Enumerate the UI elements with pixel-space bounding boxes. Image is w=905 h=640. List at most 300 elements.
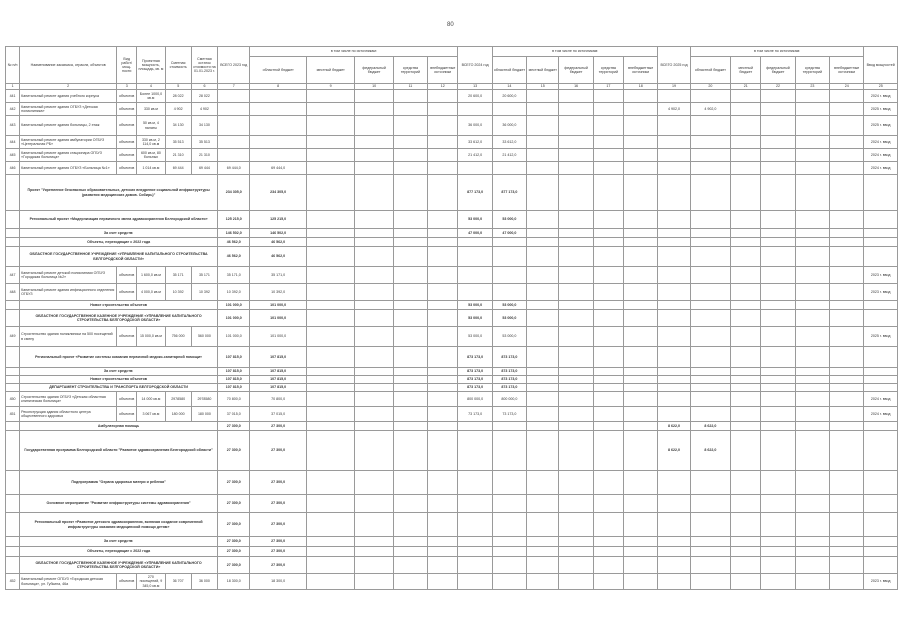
empty-cell bbox=[393, 211, 427, 229]
work-type: объектов bbox=[117, 574, 137, 590]
total-2024 bbox=[458, 557, 492, 574]
empty-cell bbox=[624, 90, 658, 103]
empty-cell bbox=[355, 513, 393, 537]
empty-cell bbox=[306, 116, 354, 136]
empty-cell bbox=[830, 574, 864, 590]
regional-2023: 27 300,0 bbox=[250, 471, 307, 495]
work-type: объектов bbox=[117, 407, 137, 422]
total-2024: 873 173,0 bbox=[458, 376, 492, 384]
empty-cell bbox=[593, 547, 623, 557]
regional-2023 bbox=[250, 90, 307, 103]
regional-2023: 46 562,0 bbox=[250, 238, 307, 247]
row-number: 449 bbox=[6, 327, 20, 347]
empty-cell bbox=[593, 162, 623, 175]
cost: 28 022 bbox=[165, 90, 191, 103]
total-2025 bbox=[658, 116, 690, 136]
empty-cell bbox=[428, 574, 458, 590]
regional-2023: 70 800,0 bbox=[250, 392, 307, 407]
empty-cell bbox=[795, 229, 829, 238]
remaining: 28 022 bbox=[191, 90, 217, 103]
row-number: 452 bbox=[6, 574, 20, 590]
regional-2023: 27 300,0 bbox=[250, 422, 307, 431]
empty-cell bbox=[593, 136, 623, 149]
regional-2023: 107 815,0 bbox=[250, 368, 307, 376]
investment-table bbox=[5, 46, 898, 590]
empty-cell bbox=[593, 407, 623, 422]
empty-cell bbox=[306, 557, 354, 574]
remaining: 560 000 bbox=[191, 327, 217, 347]
empty-cell bbox=[393, 136, 427, 149]
empty-cell bbox=[355, 136, 393, 149]
empty-cell bbox=[731, 574, 761, 590]
empty-cell bbox=[830, 537, 864, 547]
empty-cell bbox=[624, 310, 658, 327]
regional-2023: 35 171,0 bbox=[250, 267, 307, 284]
total-2024 bbox=[458, 495, 492, 513]
empty-cell bbox=[830, 471, 864, 495]
empty-cell bbox=[306, 347, 354, 368]
capacity: 14 000 кв.м bbox=[137, 392, 165, 407]
empty-cell bbox=[593, 471, 623, 495]
section-row bbox=[6, 422, 898, 431]
empty-cell bbox=[355, 90, 393, 103]
empty-cell bbox=[559, 90, 593, 103]
empty-cell bbox=[731, 431, 761, 471]
empty-cell bbox=[428, 471, 458, 495]
empty-cell bbox=[624, 229, 658, 238]
empty-cell bbox=[393, 103, 427, 116]
src-federal-2023: федеральный бюджет bbox=[355, 57, 393, 84]
remaining: 69 444 bbox=[191, 162, 217, 175]
empty-cell bbox=[830, 284, 864, 301]
empty-cell bbox=[731, 162, 761, 175]
empty-cell bbox=[761, 229, 795, 238]
empty-cell bbox=[761, 327, 795, 347]
empty-cell bbox=[830, 407, 864, 422]
regional-2023: 101 000,0 bbox=[250, 310, 307, 327]
empty-cell bbox=[306, 247, 354, 267]
empty-cell bbox=[355, 422, 393, 431]
cost: 69 444 bbox=[165, 162, 191, 175]
empty-cell bbox=[527, 557, 559, 574]
total-2023: 27 300,0 bbox=[218, 471, 250, 495]
empty-cell bbox=[795, 103, 829, 116]
total-2025 bbox=[658, 574, 690, 590]
section-row bbox=[6, 175, 898, 211]
table-row bbox=[6, 90, 898, 103]
regional-2024 bbox=[492, 284, 526, 301]
cost: 35 513 bbox=[165, 136, 191, 149]
regional-2025: 8 622,0 bbox=[690, 431, 730, 471]
section-label: Региональный проект «Модернизация первичного звена здравоохранения Белгородской области» bbox=[20, 211, 218, 229]
total-2025 bbox=[658, 238, 690, 247]
empty-cell bbox=[624, 327, 658, 347]
total-2023: 107 815,0 bbox=[218, 368, 250, 376]
empty-cell bbox=[428, 162, 458, 175]
empty-cell bbox=[624, 384, 658, 392]
empty-cell bbox=[527, 149, 559, 162]
empty-cell bbox=[593, 211, 623, 229]
empty-cell bbox=[761, 547, 795, 557]
commissioning-year: 2024 г. ввод bbox=[864, 90, 898, 103]
empty-cell bbox=[795, 267, 829, 284]
total-2023 bbox=[218, 90, 250, 103]
empty-cell bbox=[795, 537, 829, 547]
empty-cell bbox=[527, 103, 559, 116]
empty-cell bbox=[393, 422, 427, 431]
commissioning-year: 2025 г. ввод bbox=[864, 116, 898, 136]
section-row bbox=[6, 211, 898, 229]
empty-cell bbox=[6, 422, 20, 431]
empty-cell bbox=[355, 431, 393, 471]
empty-cell bbox=[624, 247, 658, 267]
column-number: 8 bbox=[250, 84, 307, 90]
empty-cell bbox=[393, 368, 427, 376]
remaining: 4 902 bbox=[191, 103, 217, 116]
empty-cell bbox=[527, 327, 559, 347]
empty-cell bbox=[761, 431, 795, 471]
total-2025 bbox=[658, 495, 690, 513]
col-remaining-header: Сметная остаток стоимости на 01.01.2023 г. bbox=[191, 47, 217, 84]
empty-cell bbox=[593, 431, 623, 471]
empty-cell bbox=[830, 247, 864, 267]
object-name: Капитальный ремонт здания больницы, 2 этаж bbox=[20, 116, 117, 136]
regional-2024: 53 000,0 bbox=[492, 327, 526, 347]
empty-cell bbox=[593, 513, 623, 537]
column-number: 10 bbox=[355, 84, 393, 90]
empty-cell bbox=[428, 422, 458, 431]
empty-cell bbox=[428, 136, 458, 149]
empty-cell bbox=[830, 392, 864, 407]
regional-2025 bbox=[690, 471, 730, 495]
table-row bbox=[6, 392, 898, 407]
regional-2024 bbox=[492, 557, 526, 574]
object-name: Строительство здания ОГБУЗ «Детская областная клиническая больница» bbox=[20, 392, 117, 407]
section-row bbox=[6, 495, 898, 513]
empty-cell bbox=[393, 229, 427, 238]
regional-2024: 36 000,0 bbox=[492, 116, 526, 136]
regional-2024: 800 000,0 bbox=[492, 392, 526, 407]
total-2024: 877 173,0 bbox=[458, 175, 492, 211]
regional-2024: 20 600,0 bbox=[492, 90, 526, 103]
cost: 21 310 bbox=[165, 149, 191, 162]
empty-cell bbox=[795, 422, 829, 431]
total-2023: 69 444,0 bbox=[218, 162, 250, 175]
src-local-2023: местный бюджет bbox=[306, 57, 354, 84]
total-2025 bbox=[658, 136, 690, 149]
total-2024: 73 173,0 bbox=[458, 407, 492, 422]
empty-cell bbox=[428, 495, 458, 513]
total-2024 bbox=[458, 471, 492, 495]
empty-cell bbox=[355, 537, 393, 547]
column-number: 11 bbox=[393, 84, 427, 90]
empty-cell bbox=[393, 347, 427, 368]
empty-cell bbox=[306, 136, 354, 149]
regional-2025 bbox=[690, 284, 730, 301]
row-number: 441 bbox=[6, 90, 20, 103]
section-label: ОБЛАСТНОЕ ГОСУДАРСТВЕННОЕ КАЗЕННОЕ УЧРЕЖДЕНИЕ «УПРАВЛЕНИЕ КАПИТАЛЬНОГО СТРОИТЕЛЬСТВА БЕЛГОРОДСКОЙ ОБЛАСТИ» bbox=[20, 557, 218, 574]
total-2025 bbox=[658, 90, 690, 103]
empty-cell bbox=[559, 376, 593, 384]
empty-cell bbox=[731, 368, 761, 376]
total-2023: 46 562,0 bbox=[218, 238, 250, 247]
total-2025 bbox=[658, 547, 690, 557]
empty-cell bbox=[830, 431, 864, 471]
empty-cell bbox=[355, 407, 393, 422]
regional-2024: 53 000,0 bbox=[492, 310, 526, 327]
empty-cell bbox=[559, 310, 593, 327]
regional-2024: 53 000,0 bbox=[492, 211, 526, 229]
empty-cell bbox=[355, 392, 393, 407]
regional-2023: 69 444,0 bbox=[250, 162, 307, 175]
empty-cell bbox=[559, 103, 593, 116]
total-2023: 27 300,0 bbox=[218, 537, 250, 547]
total-2025 bbox=[658, 368, 690, 376]
empty-cell bbox=[306, 238, 354, 247]
empty-cell bbox=[731, 384, 761, 392]
total-2024: 800 000,0 bbox=[458, 392, 492, 407]
empty-cell bbox=[761, 310, 795, 327]
work-type: объектов bbox=[117, 103, 137, 116]
empty-cell bbox=[6, 310, 20, 327]
column-number: 19 bbox=[658, 84, 690, 90]
col-total-2023-header: ВСЕГО 2023 год bbox=[218, 47, 250, 84]
empty-cell bbox=[306, 495, 354, 513]
work-type: объектов bbox=[117, 284, 137, 301]
col-commissioning-header: Ввод мощностей bbox=[864, 47, 898, 84]
src-terr-2025: средства территорий bbox=[795, 57, 829, 84]
total-2024: 20 600,0 bbox=[458, 90, 492, 103]
remaining: 2978580 bbox=[191, 392, 217, 407]
regional-2024: 873 173,0 bbox=[492, 376, 526, 384]
empty-cell bbox=[593, 310, 623, 327]
total-2023: 27 300,0 bbox=[218, 547, 250, 557]
empty-cell bbox=[306, 513, 354, 537]
empty-cell bbox=[761, 376, 795, 384]
total-2024: 873 173,0 bbox=[458, 347, 492, 368]
group-2025-header: в том числе по источникам: bbox=[690, 47, 864, 57]
commissioning-year: 2024 г. ввод bbox=[864, 136, 898, 149]
empty-cell bbox=[355, 376, 393, 384]
regional-2023: 107 815,0 bbox=[250, 347, 307, 368]
section-row bbox=[6, 537, 898, 547]
total-2023: 27 300,0 bbox=[218, 495, 250, 513]
column-number: 22 bbox=[761, 84, 795, 90]
empty-cell bbox=[624, 149, 658, 162]
empty-cell bbox=[393, 407, 427, 422]
row-number: 442 bbox=[6, 103, 20, 116]
empty-cell bbox=[593, 175, 623, 211]
empty-cell bbox=[830, 557, 864, 574]
src-regional-2024: областной бюджет bbox=[492, 57, 526, 84]
empty-cell bbox=[428, 211, 458, 229]
empty-cell bbox=[559, 136, 593, 149]
section-row bbox=[6, 471, 898, 495]
empty-cell bbox=[795, 310, 829, 327]
total-2024: 36 000,0 bbox=[458, 116, 492, 136]
col-total-2024-header: ВСЕГО 2024 год bbox=[458, 47, 492, 84]
total-2024: 53 000,0 bbox=[458, 301, 492, 310]
remaining: 34 130 bbox=[191, 116, 217, 136]
empty-cell bbox=[731, 557, 761, 574]
total-2024: 21 412,0 bbox=[458, 149, 492, 162]
empty-cell bbox=[795, 284, 829, 301]
total-2024 bbox=[458, 267, 492, 284]
work-type: объектов bbox=[117, 327, 137, 347]
empty-cell bbox=[6, 175, 20, 211]
empty-cell bbox=[306, 376, 354, 384]
empty-cell bbox=[428, 392, 458, 407]
section-row bbox=[6, 347, 898, 368]
regional-2024 bbox=[492, 537, 526, 547]
regional-2024 bbox=[492, 471, 526, 495]
empty-cell bbox=[830, 103, 864, 116]
work-type: объектов bbox=[117, 136, 137, 149]
empty-cell bbox=[624, 471, 658, 495]
total-2025: 4 902,0 bbox=[658, 103, 690, 116]
table-body bbox=[6, 90, 898, 590]
regional-2023: 27 300,0 bbox=[250, 547, 307, 557]
empty-cell bbox=[593, 284, 623, 301]
empty-cell bbox=[761, 347, 795, 368]
empty-cell bbox=[731, 301, 761, 310]
total-2024 bbox=[458, 547, 492, 557]
regional-2025 bbox=[690, 513, 730, 537]
total-2025 bbox=[658, 284, 690, 301]
object-name: Капитальный ремонт здания инфекционного отделения ОГБУЗ bbox=[20, 284, 117, 301]
empty-cell bbox=[795, 90, 829, 103]
commissioning-year: 2025 г. ввод bbox=[864, 327, 898, 347]
empty-cell bbox=[6, 229, 20, 238]
total-2024 bbox=[458, 238, 492, 247]
empty-cell bbox=[761, 103, 795, 116]
regional-2025 bbox=[690, 116, 730, 136]
empty-cell bbox=[830, 116, 864, 136]
total-2024 bbox=[458, 537, 492, 547]
empty-cell bbox=[393, 547, 427, 557]
empty-cell bbox=[731, 495, 761, 513]
empty-cell bbox=[559, 471, 593, 495]
empty-cell bbox=[428, 513, 458, 537]
section-label: Новое строительство объектов bbox=[20, 376, 218, 384]
empty-cell bbox=[393, 284, 427, 301]
total-2023 bbox=[218, 136, 250, 149]
empty-cell bbox=[527, 407, 559, 422]
empty-cell bbox=[527, 136, 559, 149]
empty-cell bbox=[559, 327, 593, 347]
empty-cell bbox=[795, 116, 829, 136]
empty-cell bbox=[731, 267, 761, 284]
regional-2025 bbox=[690, 301, 730, 310]
column-number: 20 bbox=[690, 84, 730, 90]
empty-cell bbox=[393, 267, 427, 284]
total-2025 bbox=[658, 211, 690, 229]
column-number: 6 bbox=[191, 84, 217, 90]
regional-2025 bbox=[690, 407, 730, 422]
empty-cell bbox=[795, 384, 829, 392]
empty-cell bbox=[306, 211, 354, 229]
empty-cell bbox=[593, 116, 623, 136]
empty-cell bbox=[355, 103, 393, 116]
empty-cell bbox=[6, 547, 20, 557]
empty-cell bbox=[795, 376, 829, 384]
empty-cell bbox=[393, 327, 427, 347]
regional-2024 bbox=[492, 431, 526, 471]
row-number: 443 bbox=[6, 116, 20, 136]
src-regional-2025: областной бюджет bbox=[690, 57, 730, 84]
column-number: 2 bbox=[20, 84, 117, 90]
empty-cell bbox=[830, 495, 864, 513]
regional-2025 bbox=[690, 229, 730, 238]
empty-cell bbox=[731, 347, 761, 368]
empty-cell bbox=[527, 547, 559, 557]
empty-cell bbox=[6, 384, 20, 392]
empty-cell bbox=[527, 422, 559, 431]
empty-cell bbox=[393, 392, 427, 407]
empty-cell bbox=[830, 547, 864, 557]
empty-cell bbox=[355, 267, 393, 284]
empty-cell bbox=[527, 238, 559, 247]
empty-cell bbox=[593, 392, 623, 407]
empty-cell bbox=[593, 537, 623, 547]
empty-cell bbox=[761, 211, 795, 229]
empty-cell bbox=[355, 495, 393, 513]
total-2025 bbox=[658, 376, 690, 384]
empty-cell bbox=[731, 211, 761, 229]
table-row bbox=[6, 407, 898, 422]
empty-cell bbox=[761, 149, 795, 162]
total-2023: 18 300,0 bbox=[218, 574, 250, 590]
empty-cell bbox=[306, 229, 354, 238]
empty-cell bbox=[731, 422, 761, 431]
src-local-2025: местный бюджет bbox=[731, 57, 761, 84]
section-row bbox=[6, 247, 898, 267]
empty-cell bbox=[6, 513, 20, 537]
cost: 35 171 bbox=[165, 267, 191, 284]
empty-cell bbox=[393, 116, 427, 136]
total-2025 bbox=[658, 175, 690, 211]
section-row bbox=[6, 368, 898, 376]
regional-2024: 877 173,0 bbox=[492, 175, 526, 211]
section-row bbox=[6, 431, 898, 471]
empty-cell bbox=[559, 557, 593, 574]
regional-2025 bbox=[690, 247, 730, 267]
empty-cell bbox=[624, 301, 658, 310]
empty-cell bbox=[593, 495, 623, 513]
empty-cell bbox=[795, 368, 829, 376]
column-number: 1 bbox=[6, 84, 20, 90]
object-name: Капитальный ремонт ОГБУЗ «Городская детская больница», ул. Губкина, 46а bbox=[20, 574, 117, 590]
empty-cell bbox=[527, 347, 559, 368]
row-number: 446 bbox=[6, 162, 20, 175]
empty-cell bbox=[527, 513, 559, 537]
empty-cell bbox=[830, 327, 864, 347]
empty-cell bbox=[593, 267, 623, 284]
total-2023: 146 502,0 bbox=[218, 229, 250, 238]
empty-cell bbox=[428, 175, 458, 211]
regional-2025 bbox=[690, 347, 730, 368]
empty-cell bbox=[355, 175, 393, 211]
section-label: Объекты, переходящие с 2022 года bbox=[20, 238, 218, 247]
total-2023: 234 305,0 bbox=[218, 175, 250, 211]
empty-cell bbox=[355, 310, 393, 327]
empty-cell bbox=[527, 537, 559, 547]
regional-2023: 101 000,0 bbox=[250, 327, 307, 347]
total-2024 bbox=[458, 574, 492, 590]
empty-cell bbox=[559, 407, 593, 422]
column-number: 4 bbox=[137, 84, 165, 90]
empty-cell bbox=[6, 238, 20, 247]
